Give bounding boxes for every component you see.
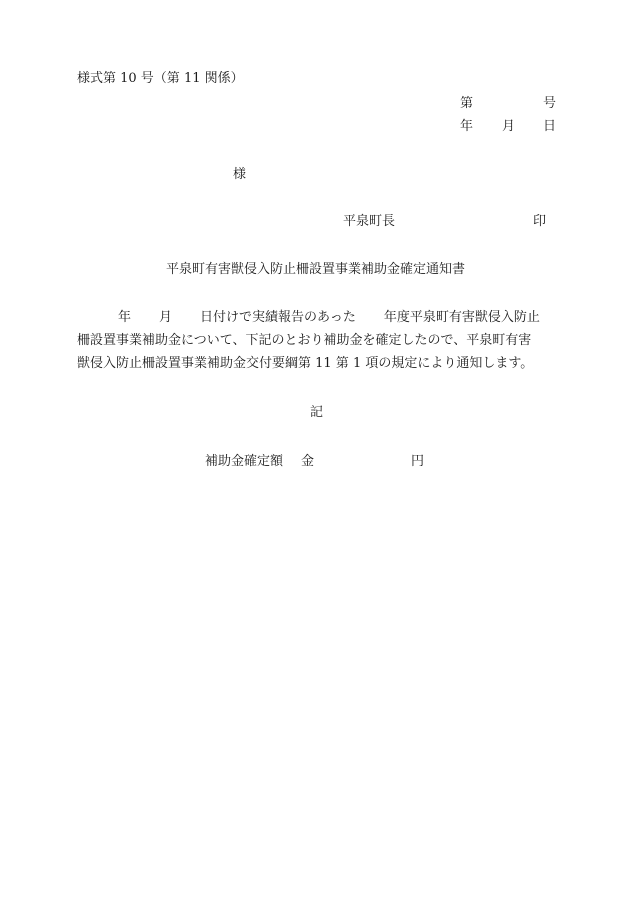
document-title: 平泉町有害獣侵入防止柵設置事業補助金確定通知書 bbox=[166, 262, 466, 277]
date-month-label: 月 bbox=[502, 119, 516, 134]
reference-go-label: 号 bbox=[543, 96, 557, 111]
ki-heading: 記 bbox=[310, 405, 324, 420]
body-year-label: 年 bbox=[118, 310, 132, 325]
body-fiscal-text: 年度平泉町有害獣侵入防止 bbox=[383, 310, 540, 325]
form-number: 様式第 10 号（第 11 関係） bbox=[77, 71, 244, 86]
body-line-2: 柵設置事業補助金について、下記のとおり補助金を確定したので、平泉町有害 bbox=[77, 333, 532, 348]
amount-label: 補助金確定額 bbox=[205, 454, 284, 469]
body-month-label: 月 bbox=[159, 310, 173, 325]
body-report-text: 日付けで実績報告のあった bbox=[200, 310, 356, 325]
issuer-seal-mark: 印 bbox=[533, 214, 547, 229]
recipient-honorific: 様 bbox=[233, 167, 247, 182]
issuer-name: 平泉町長 bbox=[343, 214, 396, 229]
amount-yen-label: 円 bbox=[411, 454, 425, 469]
reference-dai-label: 第 bbox=[460, 96, 474, 111]
amount-kin-label: 金 bbox=[301, 454, 315, 469]
body-line-3: 獣侵入防止柵設置事業補助金交付要綱第 11 第 1 項の規定により通知します。 bbox=[77, 356, 534, 371]
body-line-1 bbox=[77, 311, 557, 324]
date-day-label: 日 bbox=[543, 119, 557, 134]
date-year-label: 年 bbox=[460, 119, 474, 134]
